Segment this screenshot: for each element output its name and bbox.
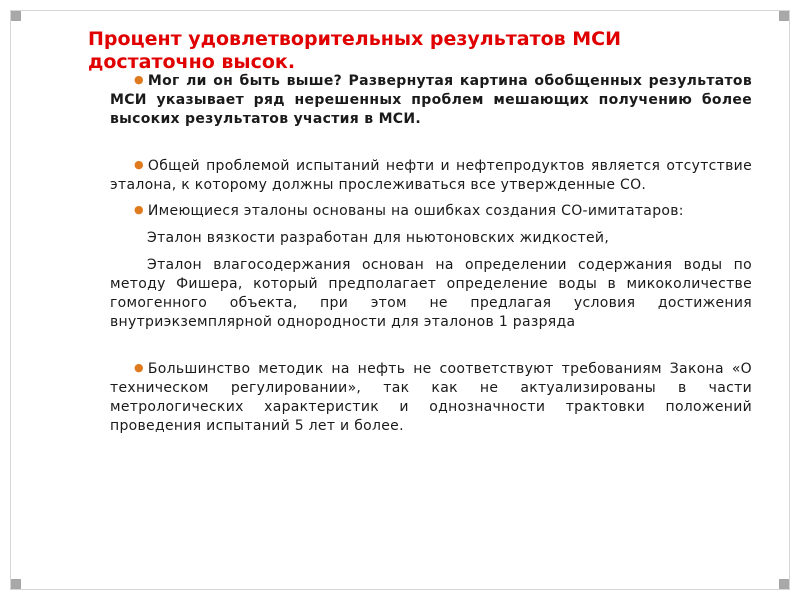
paragraph-moisture-standard: Эталон влагосодержания основан на определении содержания воды по методу Фишера, который предполагает определение воды в микоколичестве гомогенного объекта, при этом не предлагая условия достижения внутриэкземплярной однородности для эталонов 1 разряда — [110, 257, 752, 330]
bullet-icon: ● — [134, 203, 144, 216]
paragraph-text: Мог ли он быть выше? Развернутая картина обобщенных результатов МСИ указывает ряд нерешенных проблем мешающих получению более высоких результатов участия в МСИ. — [110, 73, 752, 127]
paragraph-text: Большинство методик на нефть не соответствуют требованиям Закона «О техническом регулировании», так как не актуализированы в части метрологических характеристик и однозначности трактовки положений проведения испытаний 5 лет и более. — [110, 361, 752, 434]
slide-title-line-2: достаточно высок. — [88, 51, 296, 73]
slide-content — [110, 70, 752, 436]
bullet-icon: ● — [134, 361, 144, 374]
paragraph-text: Имеющиеся эталоны основаны на ошибках создания СО-имитатаров: — [147, 203, 684, 219]
corner-square-bottom-right — [779, 579, 789, 589]
paragraph-text: Общей проблемой испытаний нефти и нефтепродуктов является отсутствие эталона, к которому должны прослеживаться все утвержденные СО. — [110, 158, 752, 193]
paragraph-methods — [110, 358, 752, 436]
corner-square-top-right — [779, 11, 789, 21]
corner-square-bottom-left — [11, 579, 21, 589]
paragraph-existing-standards — [110, 200, 752, 221]
slide-title-line-1: Процент удовлетворительных результатов МСИ — [88, 28, 622, 50]
slide-title — [88, 28, 688, 74]
corner-square-top-left — [11, 11, 21, 21]
paragraph-no-standard — [110, 155, 752, 195]
bullet-icon: ● — [134, 73, 144, 86]
paragraph-viscosity-standard: Эталон вязкости разработан для ньютоновских жидкостей, — [147, 230, 610, 246]
paragraph-question — [110, 70, 752, 129]
bullet-icon: ● — [134, 158, 144, 171]
